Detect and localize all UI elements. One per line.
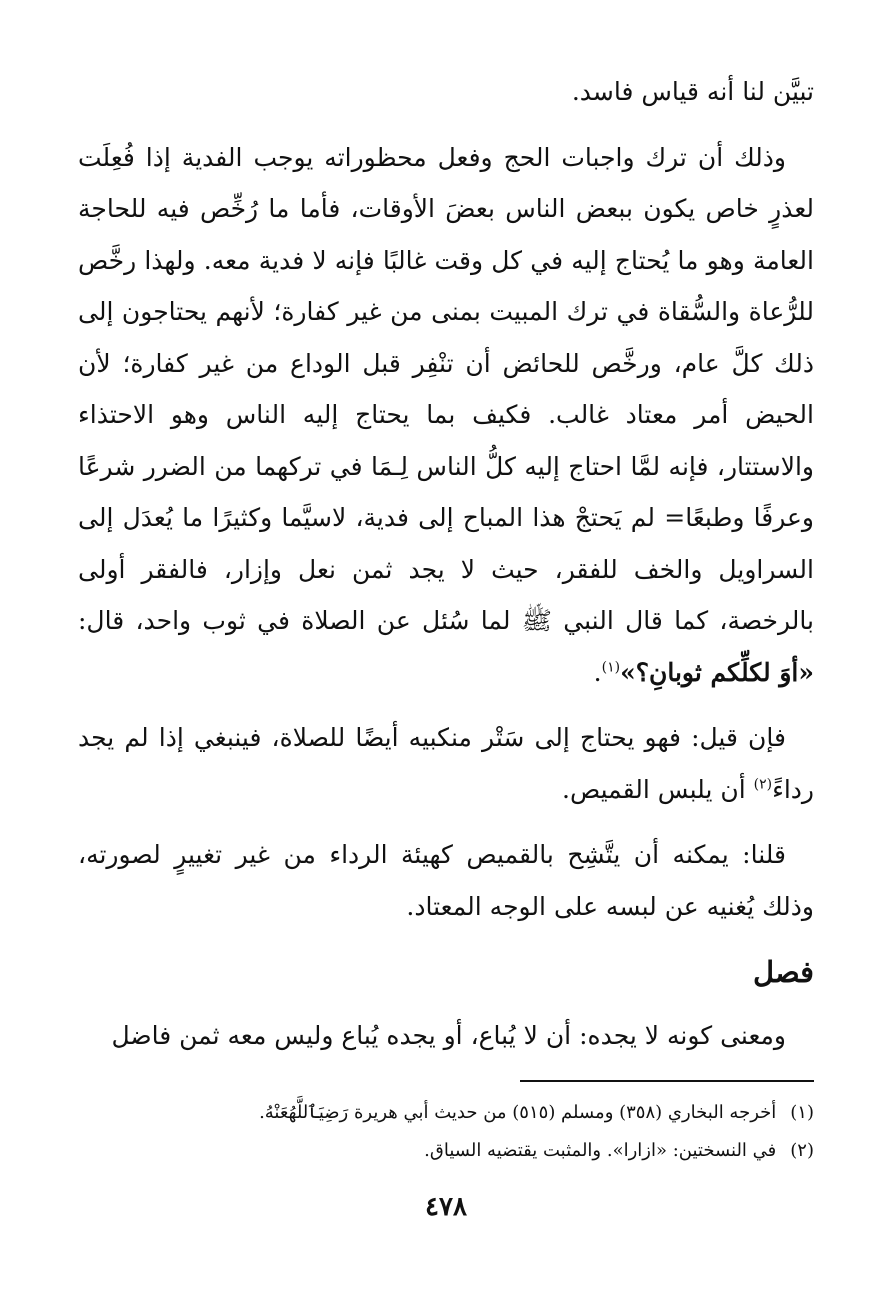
footnote-1-text: أخرجه البخاري (٣٥٨) ومسلم (٥١٥) من حديث أبي هريرة رَضِيَٱللَّهُعَنْهُ.: [259, 1102, 777, 1123]
paragraph-1: تبيَّن لنا أنه قياس فاسد.: [571, 77, 814, 106]
paragraph-2-text: وذلك أن ترك واجبات الحج وفعل محظوراته يوجب الفدية إذا فُعِلَت لعذرٍ خاص يكون ببعض الناس بعضَ الأوقات، فأما ما رُخِّص فيه للحاجة العامة وهو ما يُحتاج إليه في كل وقت غالبًا فإنه لا فدية معه. ولهذا رخَّص للرُّعاة والسُّقاة في ترك المبيت بمنى من غير كفارة؛ لأنهم يحتاجون إلى ذلك كلَّ عام، ورخَّص للحائض أن تنْفِر قبل الوداع من غير كفارة؛ لأن الحيض أمر معتاد غالب. فكيف بما يحتاج إليه الناس وهو الاحتذاء والاستتار، فإنه لمَّا احتاج إليه كلُّ الناس لِـمَا في تركهما من الضرر شرعًا وعرفًا وطبعًا= لم يَحتجْ هذا المباح إلى فدية، لاسيَّما وكثيرًا ما يُعدَل إلى السراويل والخف للفقر، حيث لا يجد ثمن نعل وإزار، فالفقر أولى بالرخصة، كما قال النبي ﷺ لما سُئل عن الصلاة في ثوب واحد، قال:: [78, 142, 814, 635]
footnote-1-number: (١): [790, 1102, 814, 1123]
main-text: [78, 66, 814, 1076]
section-heading: فصل: [753, 955, 814, 989]
paragraph-3-text-start: فإن قيل: فهو يحتاج إلى سَتْر منكبيه أيضًا للصلاة، فينبغي إذا لم يجد رداءً: [78, 723, 814, 804]
footnote-ref-2[interactable]: (٢): [753, 776, 773, 793]
footnote-ref-1[interactable]: (١): [601, 659, 621, 676]
footnote-2-text: في النسختين: «ازارا». والمثبت يقتضيه السياق.: [424, 1140, 777, 1161]
footnote-divider: [520, 1080, 814, 1082]
footnotes: [78, 1094, 814, 1170]
paragraph-2-end: .: [593, 657, 602, 687]
paragraph-3-text-end: أن يلبس القميص.: [562, 774, 754, 804]
paragraph-5: ومعنى كونه لا يجده: أن لا يُباع، أو يجده يُباع وليس معه ثمن فاضل: [111, 1021, 786, 1050]
page-number: ٤٧٨: [425, 1192, 467, 1222]
footnote-1: [78, 1094, 814, 1132]
paragraph-3: [78, 712, 814, 815]
footnote-2: [78, 1132, 814, 1170]
paragraph-4: قلنا: يمكنه أن يتَّشِح بالقميص كهيئة الرداء من غير تغييرٍ لصورته، وذلك يُغنيه عن لبسه على الوجه المعتاد.: [78, 840, 814, 921]
footnote-2-number: (٢): [790, 1140, 814, 1161]
paragraph-2: [78, 132, 814, 699]
hadith-quote: «أوَ لكلِّكم ثوبانِ؟»: [620, 657, 814, 687]
